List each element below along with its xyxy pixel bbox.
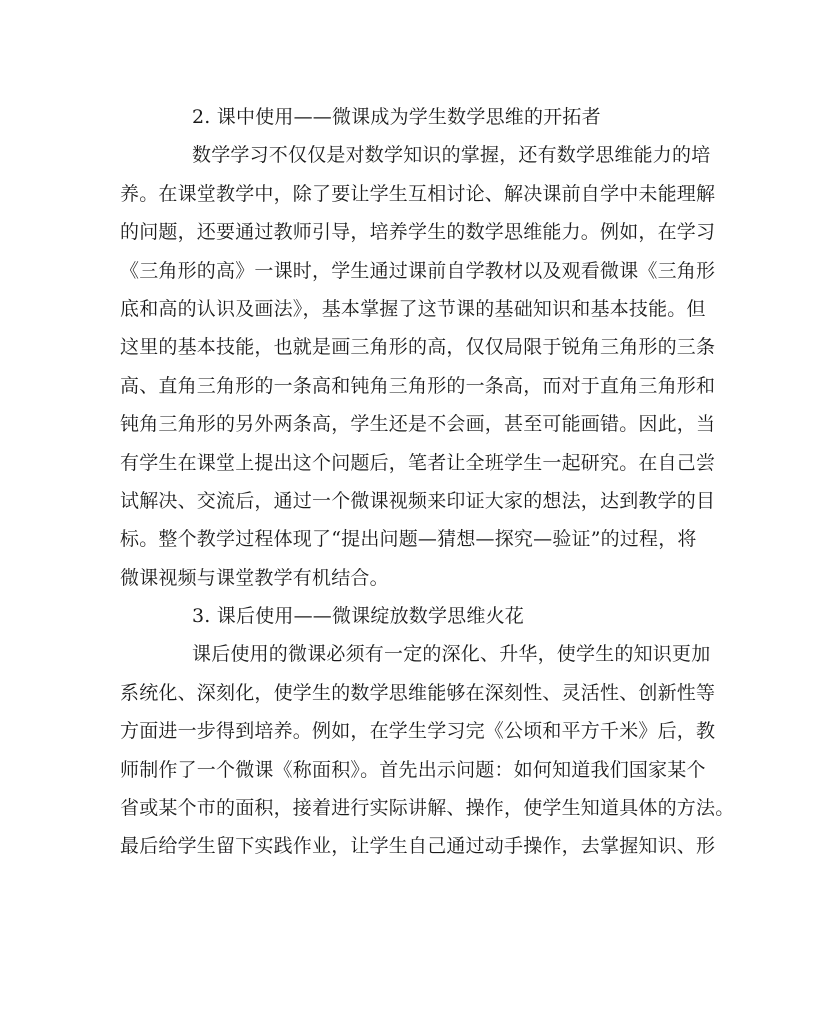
paragraph-line: 的问题，还要通过教师引导，培养学生的数学思维能力。例如，在学习 — [120, 221, 716, 244]
paragraph-line: 方面进一步得到培养。例如，在学生学习完《公顷和平方千米》后，教 — [120, 720, 716, 743]
paragraph-line: 省或某个市的面积，接着进行实际讲解、操作，使学生知道具体的方法。 — [120, 797, 735, 820]
section-heading-3: 3. 课后使用——微课绽放数学思维火花 — [192, 605, 524, 628]
section-heading-2: 2. 课中使用——微课成为学生数学思维的开拓者 — [192, 106, 601, 128]
paragraph-line: 养。在课堂教学中，除了要让学生互相讨论、解决课前自学中未能理解 — [120, 182, 716, 205]
document-page — [120, 98, 735, 866]
paragraph-line: 师制作了一个微课《称面积》。首先出示问题：如何知道我们国家某个 — [120, 758, 706, 781]
paragraph-line: 底和高的认识及画法》，基本掌握了这节课的基础知识和基本技能。但 — [120, 297, 706, 320]
paragraph-line: 这里的基本技能，也就是画三角形的高，仅仅局限于锐角三角形的三条 — [120, 336, 716, 359]
paragraph-line: 数学学习不仅仅是对数学知识的掌握，还有数学思维能力的培 — [192, 144, 711, 167]
paragraph-line: 系统化、深刻化，使学生的数学思维能够在深刻性、灵活性、创新性等 — [120, 681, 716, 704]
paragraph-line: 有学生在课堂上提出这个问题后，笔者让全班学生一起研究。在自己尝 — [120, 451, 716, 474]
paragraph-last-line: 微课视频与课堂教学有机结合。 — [120, 566, 389, 589]
paragraph-line: 最后给学生留下实践作业，让学生自己通过动手操作，去掌握知识、形 — [120, 835, 716, 858]
paragraph-line: 《三角形的高》一课时，学生通过课前自学教材以及观看微课《三角形 — [120, 259, 716, 282]
paragraph-line: 钝角三角形的另外两条高，学生还是不会画，甚至可能画错。因此，当 — [120, 413, 716, 436]
paragraph-line: 标。整个教学过程体现了“提出问题—猜想—探究—验证”的过程，将 — [120, 528, 697, 551]
paragraph-line: 高、直角三角形的一条高和钝角三角形的一条高，而对于直角三角形和 — [120, 374, 716, 397]
paragraph-line: 试解决、交流后，通过一个微课视频来印证大家的想法，达到教学的目 — [120, 489, 716, 512]
paragraph-line: 课后使用的微课必须有一定的深化、升华，使学生的知识更加 — [192, 643, 711, 666]
